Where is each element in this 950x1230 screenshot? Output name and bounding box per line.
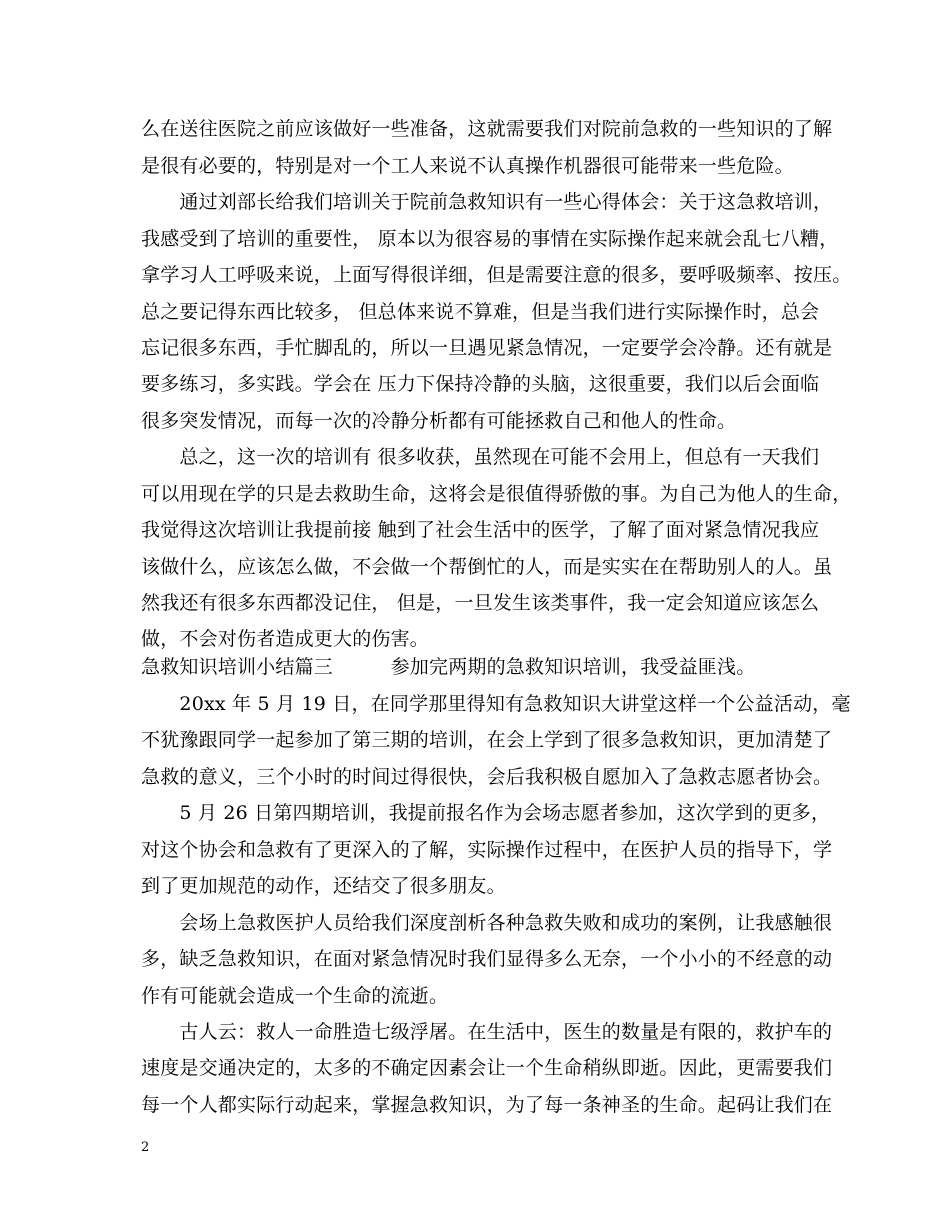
- text-line: 么在送往医院之前应该做好一些准备，这就需要我们对院前急救的一些知识的了解: [141, 118, 833, 140]
- text-line: 不犹豫跟同学一起参加了第三期的培训，在会上学到了很多急救知识，更加清楚了: [141, 729, 833, 751]
- text-line: 20xx 年 5 月 19 日，在同学那里得知有急救知识大讲堂这样一个公益活动，毫: [141, 693, 851, 715]
- text-line: 对这个协会和急救有了更深入的了解，实际操作过程中，在医护人员的指导下，学: [141, 839, 833, 861]
- text-line: 作有可能就会造成一个生命的流逝。: [141, 985, 449, 1007]
- text-line: 古人云：救人一命胜造七级浮屠。在生活中，医生的数量是有限的，救护车的: [141, 1021, 833, 1043]
- text-line: 5 月 26 日第四期培训，我提前报名作为会场志愿者参加，这次学到的更多，: [141, 802, 831, 824]
- text-line: 急救的意义，三个小时的时间过得很快，会后我积极自愿加入了急救志愿者协会。: [141, 766, 833, 788]
- text-line: 总之要记得东西比较多， 但总体来说不算难，但是当我们进行实际操作时，总会: [141, 301, 820, 323]
- page-number: 2: [141, 1140, 150, 1155]
- text-line: 很多突发情况，而每一次的冷静分析都有可能拯救自己和他人的性命。: [141, 410, 737, 432]
- text-line: 我感受到了培训的重要性， 原本以为很容易的事情在实际操作起来就会乱七八糟，: [141, 228, 839, 250]
- section-heading-line: 急救知识培训小结篇三 参加完两期的急救知识培训，我受益匪浅。: [141, 656, 756, 678]
- text-line: 会场上急救医护人员给我们深度剖析各种急救失败和成功的案例，让我感触很: [141, 912, 833, 934]
- text-line: 每一个人都实际行动起来，掌握急救知识，为了每一条神圣的生命。起码让我们在: [141, 1094, 833, 1116]
- text-line: 可以用现在学的只是去救助生命，这将会是很值得骄傲的事。为自己为他人的生命，: [141, 483, 852, 505]
- text-line: 忘记很多东西，手忙脚乱的，所以一旦遇见紧急情况，一定要学会冷静。还有就是: [141, 337, 833, 359]
- text-line: 该做什么，应该怎么做，不会做一个帮倒忙的人，而是实实在在帮助别人的人。虽: [141, 556, 833, 578]
- text-line: 然我还有很多东西都没记住， 但是，一旦发生该类事件，我一定会知道应该怎么: [141, 592, 820, 614]
- text-line: 速度是交通决定的，太多的不确定因素会让一个生命稍纵即逝。因此，更需要我们: [141, 1057, 833, 1079]
- text-line: 多，缺乏急救知识，在面对紧急情况时我们显得多么无奈，一个小小的不经意的动: [141, 948, 833, 970]
- text-line: 我觉得这次培训让我提前接 触到了社会生活中的医学，了解了面对紧急情况我应: [141, 519, 820, 541]
- text-line: 总之，这一次的培训有 很多收获，虽然现在可能不会用上，但总有一天我们: [141, 446, 820, 468]
- text-line: 做，不会对伤者造成更大的伤害。: [141, 628, 430, 650]
- text-line: 是很有必要的，特别是对一个工人来说不认真操作机器很可能带来一些危险。: [141, 155, 794, 177]
- text-line: 拿学习人工呼吸来说，上面写得很详细，但是需要注意的很多，要呼吸频率、按压。: [141, 264, 852, 286]
- text-line: 通过刘部长给我们培训关于院前急救知识有一些心得体会：关于这急救培训，: [141, 191, 833, 213]
- text-line: 要多练习，多实践。学会在 压力下保持冷静的头脑，这很重要，我们以后会面临: [141, 373, 820, 395]
- text-line: 到了更加规范的动作，还结交了很多朋友。: [141, 875, 506, 897]
